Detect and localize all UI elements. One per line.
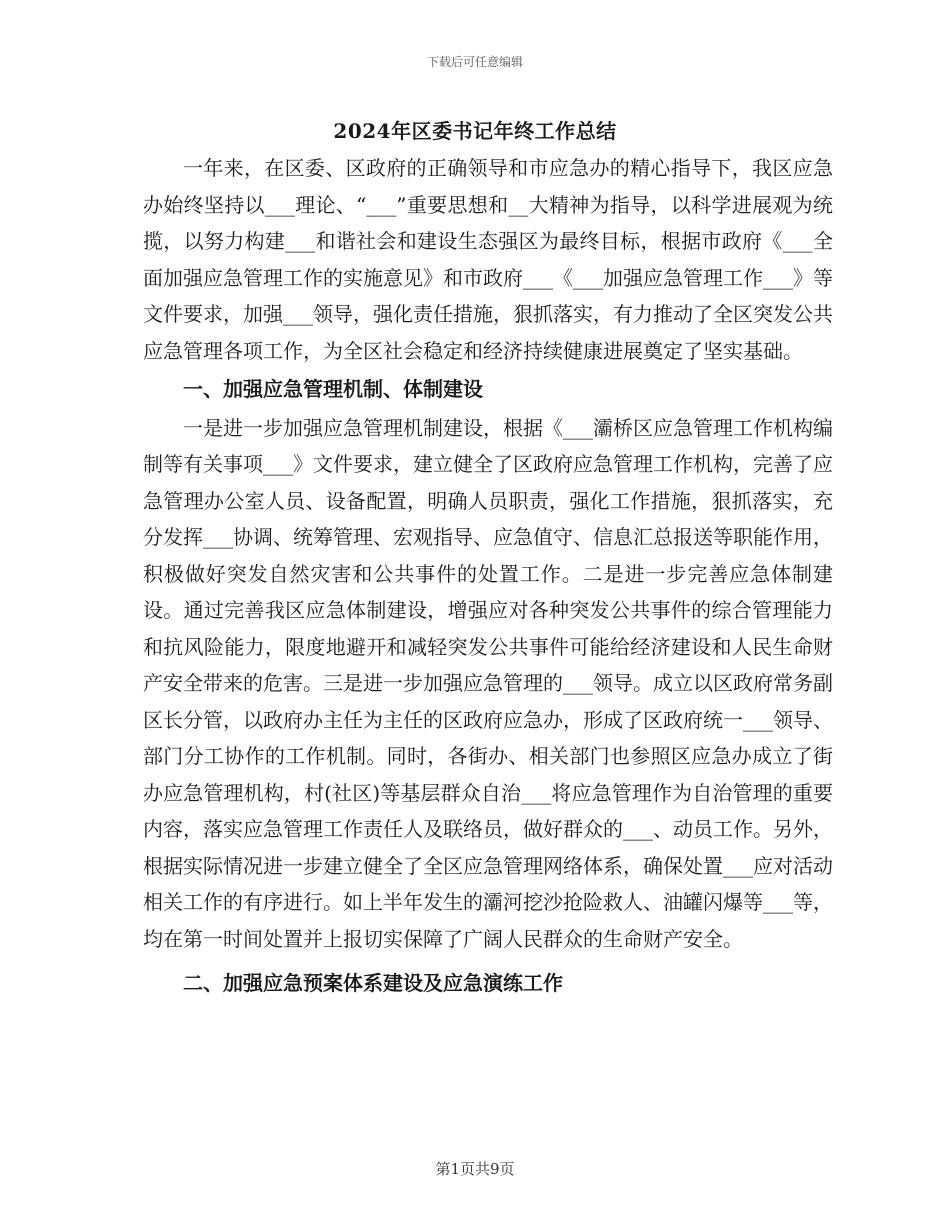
section-heading-2: 二、加强应急预案体系建设及应急演练工作 — [183, 971, 563, 995]
header-note: 下载后可任意编辑 — [426, 55, 523, 69]
document-body — [143, 150, 833, 1002]
paragraph-section-1: 一是进一步加强应急管理机制建设，根据《___灞桥区应急管理工作机构编制等有关事项___》文件要求，建立健全了区政府应急管理工作机构，完善了应急管理办公室人员、设备配置，明确人员职责，强化工作措施，狠抓落实，充分发挥___协调、统筹管理、宏观指导、应急值守、信息汇总报送等职能作用，积极做好突发自然灾害和公共事件的处置工作。二是进一步完善应急体制建设。通过完善我区应急体制建设，增强应对各种突发公共事件的综合管理能力和抗风险能力，限度地避开和减轻突发公共事件可能给经济建设和人民生命财产安全带来的危害。三是进一步加强应急管理的___领导。成立以区政府常务副区长分管，以政府办主任为主任的区政府应急办，形成了区政府统一___领导、部门分工协作的工作机制。同时，各街办、相关部门也参照区应急办成立了街办应急管理机构，村(社区)等基层群众自治___将应急管理作为自治管理的重要内容，落实应急管理工作责任人及联络员，做好群众的___、动员工作。另外，根据实际情况进一步建立健全了全区应急管理网络体系，确保处置___应对活动相关工作的有序进行。如上半年发生的灞河挖沙抢险救人、油罐闪爆等___等，均在第一时间处置并上报切实保障了广阔人民群众的生命财产安全。 — [143, 415, 833, 951]
paragraph-intro: 一年来，在区委、区政府的正确领导和市应急办的精心指导下，我区应急办始终坚持以___理论、“___”重要思想和__大精神为指导，以科学进展观为统揽，以努力构建___和谐社会和建设生态强区为最终目标，根据市政府《___全面加强应急管理工作的实施意见》和市政府___《___加强应急管理工作___》等文件要求，加强___领导，强化责任措施，狠抓落实，有力推动了全区突发公共应急管理各项工作，为全区社会稳定和经济持续健康进展奠定了坚实基础。 — [143, 156, 833, 363]
section-heading-1: 一、加强应急管理机制、体制建设 — [183, 377, 483, 401]
page-footer: 第1页共9页 — [435, 1160, 515, 1178]
document-title: 2024年区委书记年终工作总结 — [333, 119, 617, 143]
